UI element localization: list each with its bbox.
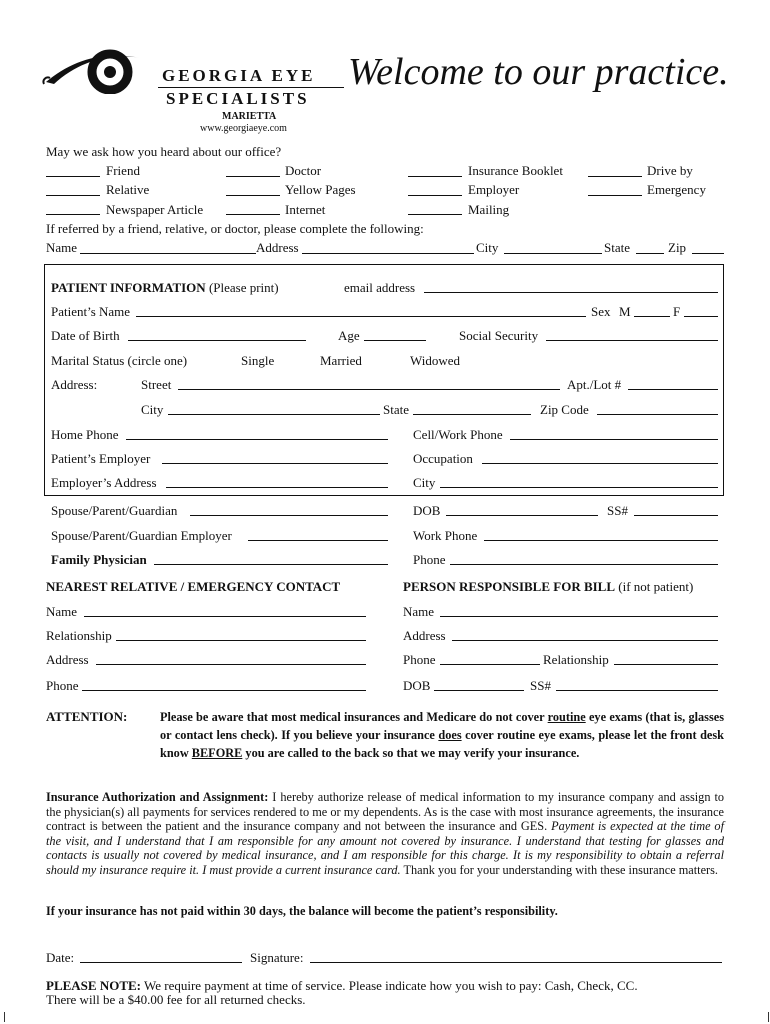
ssn-field[interactable] — [546, 340, 718, 341]
employer-address-label: Employer’s Address — [51, 475, 157, 490]
employer-label: Patient’s Employer — [51, 451, 151, 466]
responsible-relationship-field[interactable] — [614, 664, 718, 665]
responsible-dob-field[interactable] — [434, 690, 524, 691]
employer-city-label: City — [413, 475, 436, 490]
patient-info-heading: PATIENT INFORMATION (Please print) — [51, 280, 279, 295]
sex-f-field[interactable] — [684, 316, 718, 317]
crop-mark-bl — [4, 1012, 13, 1022]
mailing-blank[interactable] — [408, 214, 462, 215]
responsible-address-label: Address — [403, 628, 446, 643]
doctor-blank[interactable] — [226, 176, 280, 177]
friend-blank[interactable] — [46, 176, 100, 177]
responsible-phone-field[interactable] — [440, 664, 540, 665]
insurance-booklet-blank[interactable] — [408, 176, 462, 177]
spouse-label: Spouse/Parent/Guardian — [51, 503, 178, 518]
emergency-relationship-label: Relationship — [46, 628, 112, 643]
family-physician-label: Family Physician — [51, 552, 147, 567]
signature-label: Signature: — [250, 950, 304, 965]
referral-question: May we ask how you heard about our office? — [46, 144, 282, 159]
patient-name-label: Patient’s Name — [51, 304, 131, 319]
date-field[interactable] — [80, 962, 242, 963]
option-yellow-pages: Yellow Pages — [285, 182, 356, 197]
city-label: City — [141, 402, 164, 417]
home-phone-field[interactable] — [126, 439, 388, 440]
crop-mark-br — [760, 1012, 769, 1022]
option-doctor: Doctor — [285, 163, 322, 178]
responsible-address-field[interactable] — [452, 640, 718, 641]
relative-blank[interactable] — [46, 195, 100, 196]
referrer-city-label: City — [476, 240, 499, 255]
option-mailing: Mailing — [468, 202, 510, 217]
dob-field[interactable] — [128, 340, 306, 341]
emergency-name-field[interactable] — [84, 616, 366, 617]
city-field[interactable] — [168, 414, 380, 415]
date-label: Date: — [46, 950, 75, 965]
responsible-heading: PERSON RESPONSIBLE FOR BILL (if not patient) — [403, 579, 694, 594]
referrer-address-label: Address — [256, 240, 299, 255]
brand-line1: GEORGIA EYE — [162, 66, 316, 85]
welcome-title: Welcome to our practice. — [348, 51, 729, 93]
email-label: email address — [344, 280, 416, 295]
referrer-zip-label: Zip — [668, 240, 687, 255]
sex-f-label: F — [673, 304, 681, 319]
spouse-ss-field[interactable] — [634, 515, 718, 516]
yellow-pages-blank[interactable] — [226, 195, 280, 196]
attention-text: Please be aware that most medical insurances and Medicare do not cover routine eye exams (that is, glasses or contact lens check). If you believe your insurance does cover routine eye exams, please let the front desk know BEFORE you are called to the back so that we may verify your insurance. — [160, 710, 725, 760]
responsible-ss-field[interactable] — [556, 690, 718, 691]
attention-label: ATTENTION: — [46, 709, 128, 724]
employer-city-field[interactable] — [440, 487, 718, 488]
payment-note: PLEASE NOTE: We require payment at time of service. Please indicate how you wish to pay: Cash, Check, CC. — [46, 978, 638, 993]
address-label: Address: — [51, 377, 98, 392]
signature-field[interactable] — [310, 962, 722, 963]
spouse-employer-field[interactable] — [248, 540, 388, 541]
zip-field[interactable] — [597, 414, 718, 415]
emergency-phone-label: Phone — [46, 678, 79, 693]
work-phone-field[interactable] — [484, 540, 718, 541]
balance-notice: If your insurance has not paid within 30 days, the balance will become the patient’s responsibility. — [46, 904, 558, 918]
apt-field[interactable] — [628, 389, 718, 390]
responsible-relationship-label: Relationship — [543, 652, 609, 667]
emergency-phone-field[interactable] — [82, 690, 366, 691]
marital-label: Marital Status (circle one) — [51, 353, 188, 368]
spouse-ss-label: SS# — [607, 503, 628, 518]
sex-m-label: M — [619, 304, 631, 319]
physician-phone-label: Phone — [413, 552, 446, 567]
age-label: Age — [338, 328, 360, 343]
marital-married[interactable]: Married — [320, 353, 362, 368]
spouse-employer-label: Spouse/Parent/Guardian Employer — [51, 528, 232, 543]
emergency-address-label: Address — [46, 652, 89, 667]
option-insurance-booklet: Insurance Booklet — [468, 163, 563, 178]
eye-logo-icon — [40, 44, 148, 94]
referrer-state-field[interactable] — [636, 253, 664, 254]
newspaper-blank[interactable] — [46, 214, 100, 215]
option-internet: Internet — [285, 202, 326, 217]
home-phone-label: Home Phone — [51, 427, 119, 442]
employer-address-field[interactable] — [166, 487, 388, 488]
drive-by-blank[interactable] — [588, 176, 642, 177]
cell-phone-field[interactable] — [510, 439, 718, 440]
referrer-city-field[interactable] — [504, 253, 602, 254]
referrer-state-label: State — [604, 240, 630, 255]
returned-check-note: There will be a $40.00 fee for all returned checks. — [46, 992, 306, 1007]
street-field[interactable] — [178, 389, 560, 390]
emergency-blank[interactable] — [588, 195, 642, 196]
employer-field[interactable] — [162, 463, 388, 464]
cell-phone-label: Cell/Work Phone — [413, 427, 503, 442]
street-label: Street — [141, 377, 172, 392]
option-employer: Employer — [468, 182, 520, 197]
marital-single[interactable]: Single — [241, 353, 275, 368]
spouse-dob-field[interactable] — [446, 515, 598, 516]
family-physician-field[interactable] — [154, 564, 388, 565]
emergency-name-label: Name — [46, 604, 78, 619]
responsible-ss-label: SS# — [530, 678, 551, 693]
occupation-field[interactable] — [482, 463, 718, 464]
apt-label: Apt./Lot # — [567, 377, 622, 392]
website: www.georgiaeye.com — [200, 123, 287, 134]
occupation-label: Occupation — [413, 451, 473, 466]
state-label: State — [383, 402, 409, 417]
zip-label: Zip Code — [540, 402, 589, 417]
ssn-label: Social Security — [459, 328, 539, 343]
responsible-name-label: Name — [403, 604, 435, 619]
email-field[interactable] — [424, 292, 718, 293]
sex-m-field[interactable] — [634, 316, 670, 317]
option-drive-by: Drive by — [647, 163, 693, 178]
dob-label: Date of Birth — [51, 328, 120, 343]
referred-prompt: If referred by a friend, relative, or doctor, please complete the following: — [46, 221, 424, 236]
state-field[interactable] — [413, 414, 531, 415]
brand-line2: SPECIALISTS — [166, 89, 310, 108]
option-emergency: Emergency — [647, 182, 706, 197]
emergency-heading: NEAREST RELATIVE / EMERGENCY CONTACT — [46, 579, 341, 594]
location: MARIETTA — [222, 111, 277, 122]
referrer-name-label: Name — [46, 240, 78, 255]
option-newspaper: Newspaper Article — [106, 202, 204, 217]
age-field[interactable] — [364, 340, 426, 341]
internet-blank[interactable] — [226, 214, 280, 215]
sex-label: Sex — [591, 304, 611, 319]
referrer-address-field[interactable] — [302, 253, 474, 254]
responsible-dob-label: DOB — [403, 678, 431, 693]
responsible-name-field[interactable] — [440, 616, 718, 617]
spouse-field[interactable] — [190, 515, 388, 516]
employer-blank[interactable] — [408, 195, 462, 196]
patient-name-field[interactable] — [136, 316, 586, 317]
spouse-dob-label: DOB — [413, 503, 441, 518]
responsible-phone-label: Phone — [403, 652, 436, 667]
authorization-paragraph: Insurance Authorization and Assignment: I hereby authorize release of medical information to my insurance company and assign to the physician(s) all payments for services rendered to me or my dependents. As is the case with most insurance agreements, the insurance contract is between the patient and the insurance company and not between the insurance and GES. Payment is expected at the time of the visit, and I understand that I am responsible for any amount not covered by insurance. I understand that testing for glasses and contacts is usually not covered by medical insurance, and I am responsible for this charge. It is my responsibility to obtain a referral should my insurance require it. I must provide a current insurance card. Thank you for your understanding with these insurance matters. — [46, 790, 725, 877]
work-phone-label: Work Phone — [413, 528, 478, 543]
option-friend: Friend — [106, 163, 140, 178]
physician-phone-field[interactable] — [450, 564, 718, 565]
referrer-name-field[interactable] — [80, 253, 256, 254]
marital-widowed[interactable]: Widowed — [410, 353, 461, 368]
referrer-zip-field[interactable] — [692, 253, 724, 254]
emergency-relationship-field[interactable] — [116, 640, 366, 641]
option-relative: Relative — [106, 182, 150, 197]
emergency-address-field[interactable] — [96, 664, 366, 665]
